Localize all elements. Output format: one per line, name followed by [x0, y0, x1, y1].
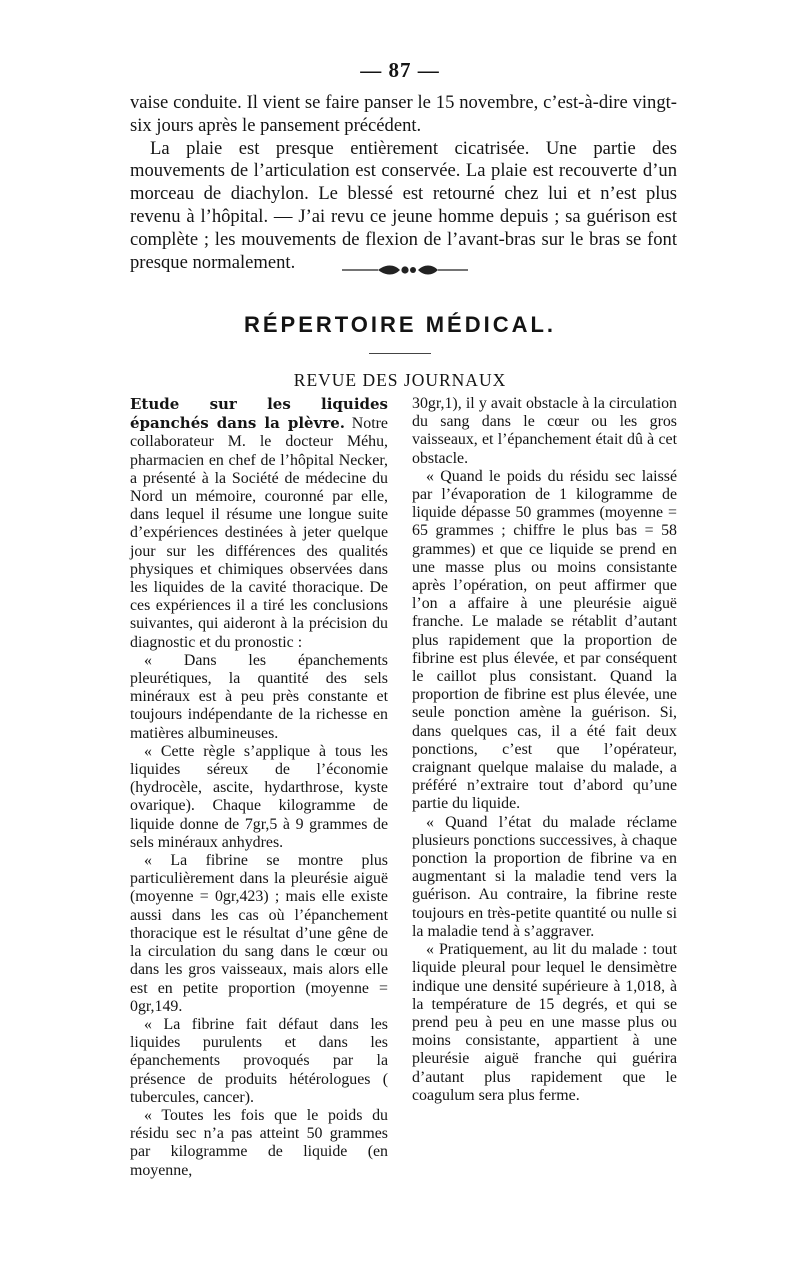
right-paragraph: « Quand le poids du résidu sec laissé par l’évaporation de 1 kilogramme de liquide dépasse 50 grammes (moyenne = 65 grammes ; chiffre le plus bas = 58 grammes) et que ce liquide se prend en une masse plus ou moins consistante après l’opération, on peut affirmer que l’on a affaire à une pleurésie aiguë franche. Le malade se rétablit d’autant plus rapidement que la proportion de fibrine est plus élevée, et par conséquent le caillot plus consistant. Quand la proportion de fibrine est plus élevée, une seule ponction amène la guérison. Si, dans quelques cas, il a été fait deux ponctions, c’est que l’opérateur, craignant quelque malaise du malade, a préféré n’extraire tout d’abord qu’une partie du liquide.: [412, 467, 677, 813]
left-paragraph: « Toutes les fois que le poids du résidu sec n’a pas atteint 50 grammes par kilogramme de liquide (en moyenne,: [130, 1106, 388, 1179]
intro-paragraph-2: La plaie est presque entièrement cicatrisée. Une partie des mouvements de l’articulation est conservée. La plaie est recouverte d’un morceau de diachylon. Le blessé est retourné chez lui et n’est plus revenu à l’hôpital. — J’ai revu ce jeune homme depuis ; sa guérison est complète ; les mouvements de flexion de l’avant-bras sur le bras se font presque normalement.: [130, 137, 677, 273]
left-paragraph: « La fibrine se montre plus particulièrement dans la pleurésie aiguë (moyenne = 0gr,423) ; mais elle existe aussi dans les cas où l’épanchement thoracique est le résultat d’une gêne de la circulation du sang dans le cœur ou dans les gros vaisseaux, mais alors elle est en petite proportion (moyenne = 0gr,149.: [130, 852, 388, 1015]
ornament-divider: [338, 263, 472, 277]
right-paragraph: « Pratiquement, au lit du malade : tout liquide pleural pour lequel le densimètre indique une densité supérieure à 1,018, à la température de 15 degrés, et qui se prend peu à peu en une masse plus ou moins consistante, appartient à une pleurésie aiguë franche qui guérira d’autant plus rapidement que le coagulum sera plus ferme.: [412, 941, 677, 1104]
right-paragraph: 30gr,1), il y avait obstacle à la circulation du sang dans le cœur ou les gros vaisseaux, et l’épanchement était dû à cet obstacle.: [412, 395, 677, 467]
section-title: RÉPERTOIRE MÉDICAL.: [243, 312, 557, 337]
left-column: [130, 395, 388, 1180]
title-rule: [369, 353, 431, 354]
page-number: — 87 —: [360, 58, 440, 82]
left-paragraph: « Cette règle s’applique à tous les liquides séreux de l’économie (hydrocèle, ascite, hydarthrose, kyste ovarique). Chaque kilogramme de liquide donne de 7gr,5 à 9 grammes de sels minéraux anhydres.: [130, 742, 388, 851]
intro-paragraph-1: vaise conduite. Il vient se faire panser le 15 novembre, c’est-à-dire vingt-six jours après le pansement précédent.: [130, 92, 677, 136]
right-paragraph: « Quand l’état du malade réclame plusieurs ponctions successives, à chaque ponction la proportion de fibrine va en augmentant si la maladie tend vers la guérison. Au contraire, la fibrine reste toujours en très-petite quantité ou nulle si la maladie tend à s’aggraver.: [412, 813, 677, 940]
left-paragraph: « Dans les épanchements pleurétiques, la quantité des sels minéraux est à peu près constante et toujours indépendante de la richesse en matières albumineuses.: [130, 651, 388, 742]
article-lead: [130, 395, 388, 652]
left-paragraph: « La fibrine fait défaut dans les liquides purulents et dans les épanchements provoqués par la présence de produits hétérologues ( tubercules, cancer).: [130, 1015, 388, 1106]
intro-text: [130, 92, 677, 274]
article-lead-text: Notre collaborateur M. le docteur Méhu, pharmacien en chef de l’hôpital Necker, a présenté à la Société de médecine du Nord un mémoire, couronné par elle, dans lequel il résume une longue suite d’expériences destinées à jeter quelque jour sur les différences des qualités physiques et chimiques observées dans les liquides de la cavité thoracique. De ces expériences il a tiré les conclusions suivantes, qui aideront à la précision du diagnostic et du pronostic :: [130, 415, 388, 651]
article-title: Etude sur les liquides épanchés dans la plèvre.: [130, 395, 388, 433]
section-subtitle: REVUE DES JOURNAUX: [293, 370, 507, 390]
right-column: [412, 395, 677, 1105]
